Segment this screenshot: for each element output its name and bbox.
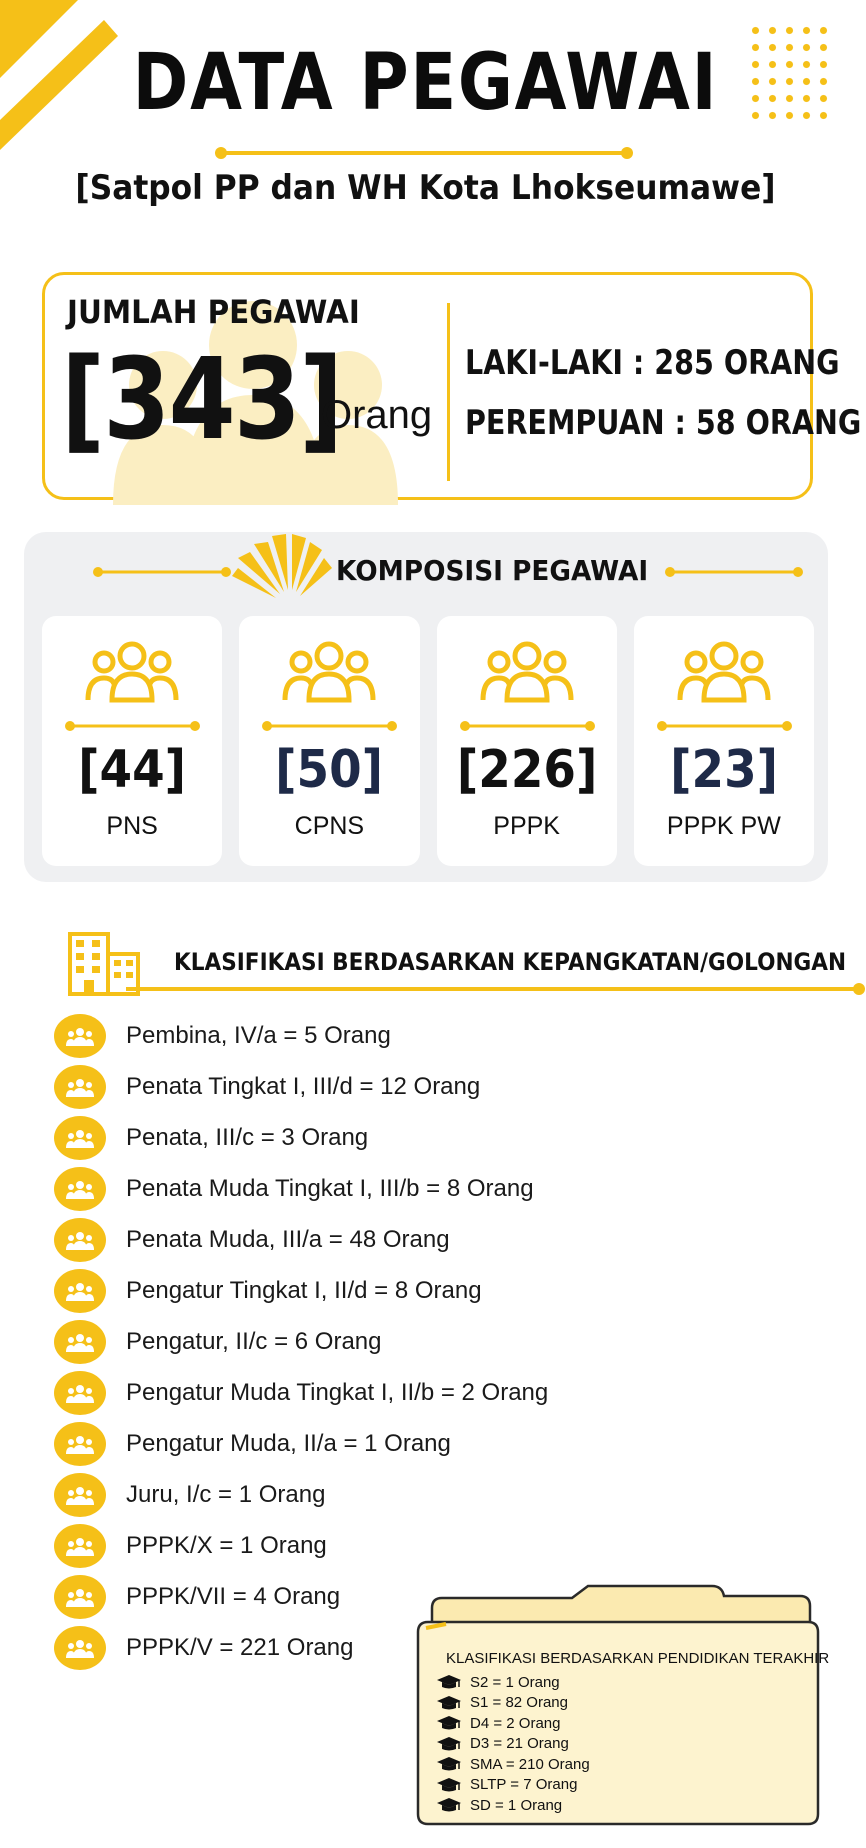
card-value: [44] <box>78 740 187 800</box>
card-label: CPNS <box>294 812 365 840</box>
card-label: PNS <box>106 812 158 840</box>
list-item-text: Penata Muda Tingkat I, III/b = 8 Orang <box>126 1174 534 1202</box>
list-item <box>54 1469 654 1520</box>
graduation-cap-icon <box>436 1695 462 1711</box>
list-item <box>436 1775 590 1796</box>
people-group-icon <box>477 638 577 708</box>
rank-section-header <box>64 928 847 998</box>
graduation-cap-icon <box>436 1736 462 1752</box>
card-pns <box>42 616 222 866</box>
education-title: KLASIFIKASI BERDASARKAN PENDIDIKAN TERAKHIR <box>446 1650 830 1667</box>
list-item <box>54 1418 654 1469</box>
people-group-icon <box>54 1320 106 1364</box>
card-pppk <box>437 616 617 866</box>
list-item-text: SD = 1 Orang <box>470 1796 563 1814</box>
list-item-text: D4 = 2 Orang <box>470 1714 561 1732</box>
list-item-text: D3 = 21 Orang <box>470 1735 569 1753</box>
male-count: LAKI-LAKI : 285 ORANG <box>465 343 840 383</box>
total-employees-card <box>42 272 862 500</box>
people-group-icon <box>279 638 379 708</box>
card-cpns <box>239 616 419 866</box>
card-label: PPPK <box>493 812 560 840</box>
people-group-icon <box>54 1422 106 1466</box>
list-item <box>54 1520 654 1571</box>
list-item <box>436 1713 590 1734</box>
graduation-cap-icon <box>436 1797 462 1813</box>
graduation-cap-icon <box>436 1715 462 1731</box>
list-item <box>436 1693 590 1714</box>
list-item-text: Pengatur, II/c = 6 Orang <box>126 1327 382 1355</box>
list-item <box>54 1265 654 1316</box>
list-item-text: PPPK/VII = 4 Orang <box>126 1582 341 1610</box>
list-item-text: S2 = 1 Orang <box>470 1673 560 1691</box>
people-group-icon <box>54 1065 106 1109</box>
card-rule <box>656 720 793 732</box>
rank-section-title: KLASIFIKASI BERDASARKAN KEPANGKATAN/GOLONGAN <box>174 948 847 976</box>
list-item <box>54 1316 654 1367</box>
list-item-text: Pembina, IV/a = 5 Orang <box>126 1021 391 1049</box>
list-item-text: Pengatur Muda, II/a = 1 Orang <box>126 1429 451 1457</box>
page-title: DATA PEGAWAI <box>132 38 719 128</box>
people-group-icon <box>54 1218 106 1262</box>
card-value: [226] <box>456 740 597 800</box>
card-rule <box>64 720 201 732</box>
composition-title: KOMPOSISI PEGAWAI <box>336 554 649 587</box>
list-item <box>54 1367 654 1418</box>
list-item-text: Juru, I/c = 1 Orang <box>126 1480 326 1508</box>
composition-cards <box>42 616 814 866</box>
education-card <box>412 1574 830 1828</box>
people-group-icon <box>54 1575 106 1619</box>
list-item <box>436 1795 590 1816</box>
card-pppk-pw <box>634 616 814 866</box>
card-value: [23] <box>669 740 778 800</box>
list-item-text: SLTP = 7 Orang <box>470 1776 578 1794</box>
list-item-text: Pengatur Tingkat I, II/d = 8 Orang <box>126 1276 482 1304</box>
list-item-text: Penata Tingkat I, III/d = 12 Orang <box>126 1072 481 1100</box>
burst-icon <box>224 532 344 602</box>
graduation-cap-icon <box>436 1674 462 1690</box>
list-item-text: SMA = 210 Orang <box>470 1755 590 1773</box>
title-underline <box>214 146 634 160</box>
list-item <box>436 1672 590 1693</box>
education-list <box>436 1672 590 1816</box>
page-subtitle: [Satpol PP dan WH Kota Lhokseumawe] <box>75 168 776 208</box>
graduation-cap-icon <box>436 1777 462 1793</box>
list-item <box>436 1734 590 1755</box>
card-label: PPPK PW <box>666 812 781 840</box>
people-group-icon <box>82 638 182 708</box>
composition-rule-left <box>92 566 232 578</box>
list-item <box>54 1214 654 1265</box>
people-group-icon <box>54 1167 106 1211</box>
composition-rule-right <box>664 566 804 578</box>
people-group-icon <box>54 1473 106 1517</box>
people-group-icon <box>674 638 774 708</box>
rank-section-rule <box>126 982 866 996</box>
card-rule <box>261 720 398 732</box>
card-rule <box>459 720 596 732</box>
total-label: JUMLAH PEGAWAI <box>67 293 360 331</box>
summary-divider <box>447 303 450 481</box>
graduation-cap-icon <box>436 1756 462 1772</box>
list-item-text: Penata Muda, III/a = 48 Orang <box>126 1225 450 1253</box>
list-item-text: S1 = 82 Orang <box>470 1694 568 1712</box>
people-group-icon <box>54 1626 106 1670</box>
list-item <box>54 1163 654 1214</box>
people-group-icon <box>54 1524 106 1568</box>
people-group-icon <box>54 1014 106 1058</box>
list-item-text: PPPK/V = 221 Orang <box>126 1633 354 1661</box>
list-item <box>54 1061 654 1112</box>
composition-panel <box>24 532 828 882</box>
list-item <box>54 1112 654 1163</box>
people-group-icon <box>54 1116 106 1160</box>
list-item-text: Penata, III/c = 3 Orang <box>126 1123 369 1151</box>
female-count: PEREMPUAN : 58 ORANG <box>465 403 862 443</box>
list-item-text: Pengatur Muda Tingkat I, II/b = 2 Orang <box>126 1378 549 1406</box>
list-item <box>54 1010 654 1061</box>
total-value: [343] <box>61 335 342 465</box>
list-item-text: PPPK/X = 1 Orang <box>126 1531 327 1559</box>
card-value: [50] <box>275 740 384 800</box>
list-item <box>436 1754 590 1775</box>
total-unit: Orang <box>321 393 433 437</box>
people-group-icon <box>54 1269 106 1313</box>
people-group-icon <box>54 1371 106 1415</box>
